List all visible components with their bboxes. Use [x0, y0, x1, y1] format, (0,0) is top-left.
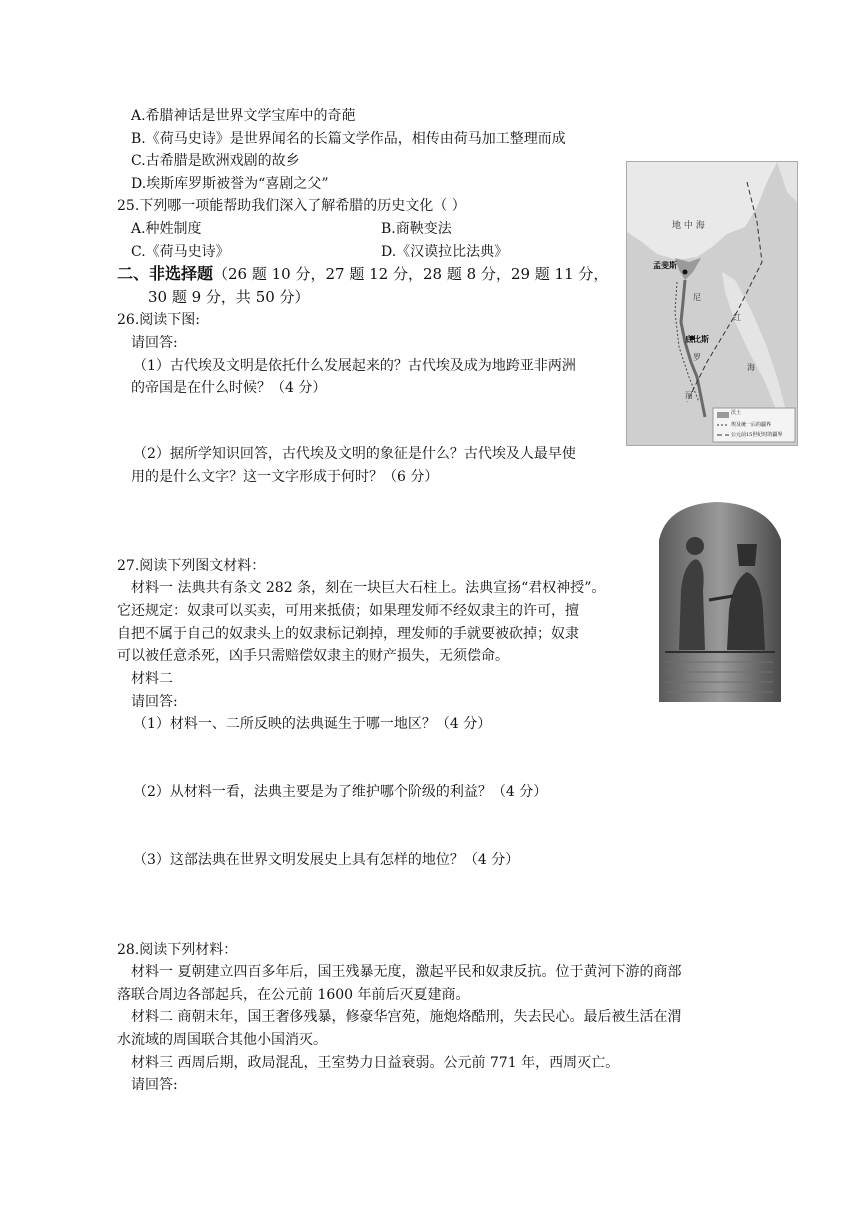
q26-stem: 26.阅读下图: — [117, 312, 200, 328]
q28-material1-line1: 材料一 夏朝建立四百多年后，国王残暴无度，激起平民和奴隶反抗。位于黄河下游的商部 — [131, 964, 682, 980]
q25-option-d: D.《汉谟拉比法典》 — [381, 244, 509, 260]
q27-part1: （1）材料一、二所反映的法典诞生于哪一地区？（4 分） — [133, 716, 492, 732]
q28-prompt: 请回答: — [131, 1077, 178, 1093]
map-nile-label-2: 罗 — [693, 353, 701, 362]
q25-stem: 25.下列哪一项能帮助我们深入了解希腊的历史文化（ ） — [117, 198, 466, 214]
q28-stem: 28.阅读下列材料： — [117, 942, 238, 958]
q27-part3: （3）这部法典在世界文明发展史上具有怎样的地位？（4 分） — [133, 852, 520, 868]
hammurabi-stele-image — [657, 500, 784, 702]
q28-material1-line2: 落联合周边各部起兵，在公元前 1600 年前后灭夏建商。 — [117, 987, 470, 1003]
q27-prompt: 请回答: — [131, 694, 178, 710]
q27-stem: 27.阅读下列图文材料： — [117, 558, 266, 574]
map-red-sea-label-2: 海 — [747, 363, 755, 372]
map-sea-label: 地 中 海 — [672, 221, 705, 231]
q27-material2: 材料二 — [131, 671, 173, 687]
map-legend-15th: 公元前15世纪时的疆界 — [731, 432, 783, 438]
q25-option-b: B.商鞅变法 — [381, 221, 452, 237]
egypt-map-image — [626, 161, 798, 446]
map-red-sea-label-1: 红 — [733, 313, 741, 322]
q27-material1-line1: 材料一 法典共有条文 282 条，刻在一块巨大石柱上。法典宣扬“君权神授”。 — [131, 580, 606, 596]
q24-option-a: A.希腊神话是世界文学宝库中的奇葩 — [131, 108, 356, 124]
q24-option-c: C.古希腊是欧洲戏剧的故乡 — [131, 153, 300, 169]
q28-material3: 材料三 西周后期，政局混乱，王室势力日益衰弱。公元前 771 年，西周灭亡。 — [131, 1055, 620, 1071]
section-detail-2: 30 题 9 分，共 50 分） — [148, 288, 310, 306]
q26-part1-line1: （1）古代埃及文明是依托什么发展起来的？古代埃及成为地跨亚非两洲 — [133, 358, 576, 374]
q26-prompt: 请回答: — [131, 335, 178, 351]
q26-part2-line2: 用的是什么文字？这一文字形成于何时？（6 分） — [131, 469, 439, 485]
q26-part1-line2: 的帝国是在什么时候？（4 分） — [131, 380, 327, 396]
q27-part2: （2）从材料一看，法典主要是为了维护哪个阶级的利益？（4 分） — [133, 784, 548, 800]
map-nile-label-1: 尼 — [693, 293, 701, 302]
q26-part2-line1: （2）据所学知识回答，古代埃及文明的象征是什么？古代埃及人最早使 — [133, 446, 576, 462]
section-heading — [117, 263, 608, 285]
q24-option-b: B.《荷马史诗》是世界闻名的长篇文学作品，相传由荷马加工整理而成 — [131, 131, 566, 147]
q27-material1-line2: 它还规定：奴隶可以买卖，可用来抵债；如果理发师不经奴隶主的许可，擅 — [117, 603, 579, 619]
q24-option-d: D.埃斯库罗斯被誉为“喜剧之父” — [131, 176, 329, 192]
q25-option-c: C.《荷马史诗》 — [131, 244, 230, 260]
q27-material1-line3: 自把不属于自己的奴隶头上的奴隶标记剃掉，理发师的手就要被砍掉；奴隶 — [117, 626, 579, 642]
q28-material2-line2: 水流域的周国联合其他小国消灭。 — [117, 1032, 327, 1048]
map-legend-unified: 埃及统一后的疆界 — [731, 422, 772, 428]
map-river-label: 河 — [685, 391, 693, 400]
map-legend-fertile: 沃土 — [731, 410, 742, 416]
section-detail-1: （26 题 10 分，27 题 12 分，28 题 8 分，29 题 11 分， — [213, 265, 609, 283]
map-city-thebes: 底比斯 — [685, 334, 709, 344]
q28-material2-line1: 材料二 商朝末年，国王奢侈残暴，修豪华宫苑，施炮烙酷刑，失去民心。最后被生活在渭 — [131, 1009, 682, 1025]
map-city-memphis: 孟斐斯 — [653, 260, 677, 270]
q27-material1-line4: 可以被任意杀死，凶手只需赔偿奴隶主的财产损失，无须偿命。 — [117, 648, 509, 664]
section-title: 二、非选择题 — [117, 264, 214, 283]
q25-option-a: A.种姓制度 — [131, 221, 202, 237]
